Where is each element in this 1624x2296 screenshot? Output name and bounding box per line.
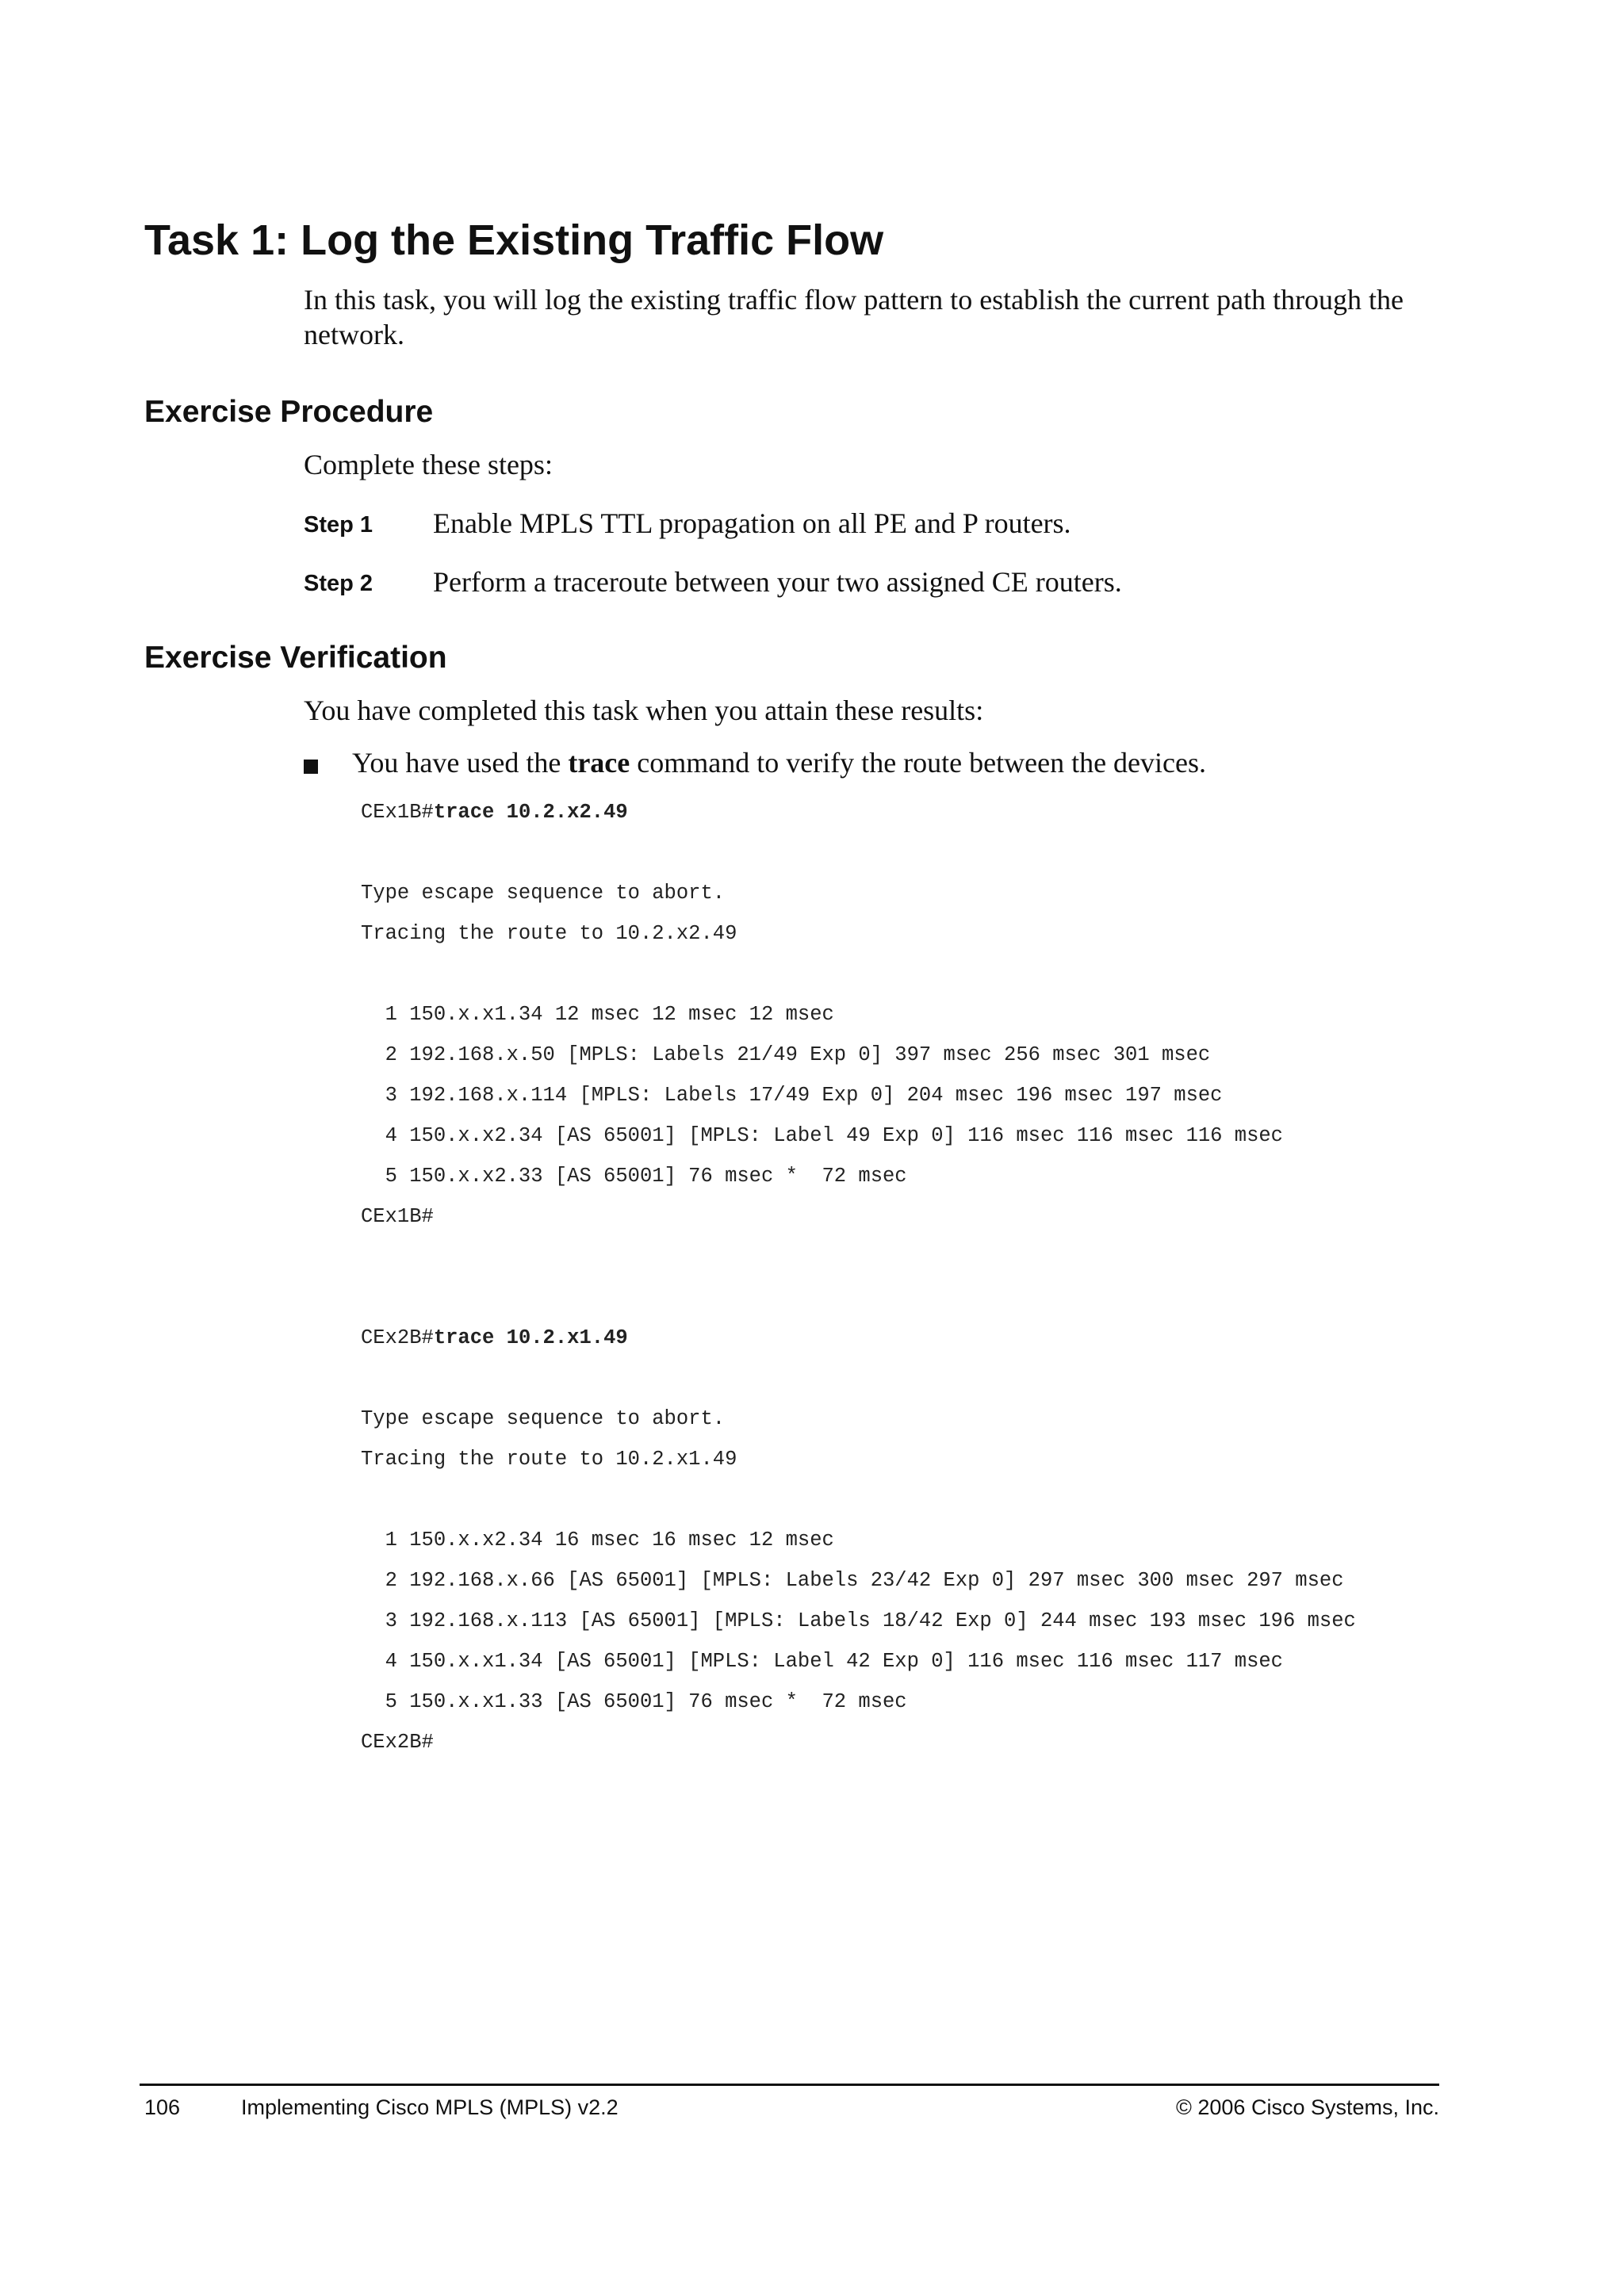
footer-course-title: Implementing Cisco MPLS (MPLS) v2.2: [241, 2095, 619, 2119]
footer-divider: [140, 2084, 1439, 2086]
console-output-2: [361, 1318, 1356, 1762]
step-2-label: Step 2: [304, 571, 373, 596]
bullet-text-before: You have used the: [352, 747, 569, 779]
console-1-line: 5 150.x.x2.33 [AS 65001] 76 msec * 72 msec: [361, 1165, 907, 1188]
console-2-line: Type escape sequence to abort.: [361, 1407, 726, 1430]
console-2-line: 4 150.x.x1.34 [AS 65001] [MPLS: Label 42 Exp 0] 116 msec 116 msec 117 msec: [361, 1650, 1283, 1673]
console-1-line: Tracing the route to 10.2.x2.49: [361, 922, 737, 945]
step-2-text: Perform a traceroute between your two assigned CE routers.: [433, 566, 1122, 598]
task-title: Task 1: Log the Existing Traffic Flow: [144, 216, 884, 264]
verification-heading: Exercise Verification: [144, 641, 447, 675]
square-bullet-icon: [304, 760, 318, 774]
console-1-command: trace 10.2.x2.49: [433, 801, 628, 824]
console-1-line: [361, 832, 1283, 873]
footer-copyright: © 2006 Cisco Systems, Inc.: [1175, 2095, 1439, 2119]
step-1-label: Step 1: [304, 512, 373, 538]
procedure-lead: Complete these steps:: [304, 449, 553, 480]
console-2-line: CEx2B#: [361, 1731, 434, 1754]
console-1-line: [361, 954, 1283, 994]
console-1-prompt: CEx1B#: [361, 801, 434, 824]
console-output-1: [361, 792, 1283, 1237]
console-2-line: [361, 1358, 1356, 1399]
console-2-command-line: [361, 1318, 1356, 1358]
console-1-command-line: [361, 792, 1283, 832]
console-2-line: [361, 1479, 1356, 1520]
bullet-text: [352, 745, 1206, 780]
console-2-line: 1 150.x.x2.34 16 msec 16 msec 12 msec: [361, 1529, 834, 1552]
bullet-text-after: command to verify the route between the devices.: [630, 747, 1206, 779]
verification-lead: You have completed this task when you attain these results:: [304, 695, 984, 726]
console-2-line: 5 150.x.x1.33 [AS 65001] 76 msec * 72 msec: [361, 1690, 907, 1713]
bullet-command-keyword: trace: [568, 747, 630, 779]
console-1-line: 1 150.x.x1.34 12 msec 12 msec 12 msec: [361, 1003, 834, 1026]
step-1-text: Enable MPLS TTL propagation on all PE and P routers.: [433, 507, 1071, 539]
console-1-line: 2 192.168.x.50 [MPLS: Labels 21/49 Exp 0] 397 msec 256 msec 301 msec: [361, 1043, 1211, 1066]
console-1-line: Type escape sequence to abort.: [361, 882, 726, 905]
console-1-line: CEx1B#: [361, 1205, 434, 1228]
console-2-line: 3 192.168.x.113 [AS 65001] [MPLS: Labels 18/42 Exp 0] 244 msec 193 msec 196 msec: [361, 1609, 1356, 1632]
intro-paragraph: In this task, you will log the existing traffic flow pattern to establish the current path through the network.: [304, 284, 1404, 350]
console-2-command: trace 10.2.x1.49: [433, 1326, 628, 1349]
console-2-prompt: CEx2B#: [361, 1326, 434, 1349]
procedure-heading: Exercise Procedure: [144, 395, 434, 429]
footer-page-number: 106: [144, 2095, 181, 2119]
console-2-line: 2 192.168.x.66 [AS 65001] [MPLS: Labels 23/42 Exp 0] 297 msec 300 msec 297 msec: [361, 1569, 1344, 1592]
console-1-line: 3 192.168.x.114 [MPLS: Labels 17/49 Exp 0] 204 msec 196 msec 197 msec: [361, 1084, 1223, 1107]
console-2-line: Tracing the route to 10.2.x1.49: [361, 1448, 737, 1471]
console-1-line: 4 150.x.x2.34 [AS 65001] [MPLS: Label 49 Exp 0] 116 msec 116 msec 116 msec: [361, 1124, 1283, 1147]
